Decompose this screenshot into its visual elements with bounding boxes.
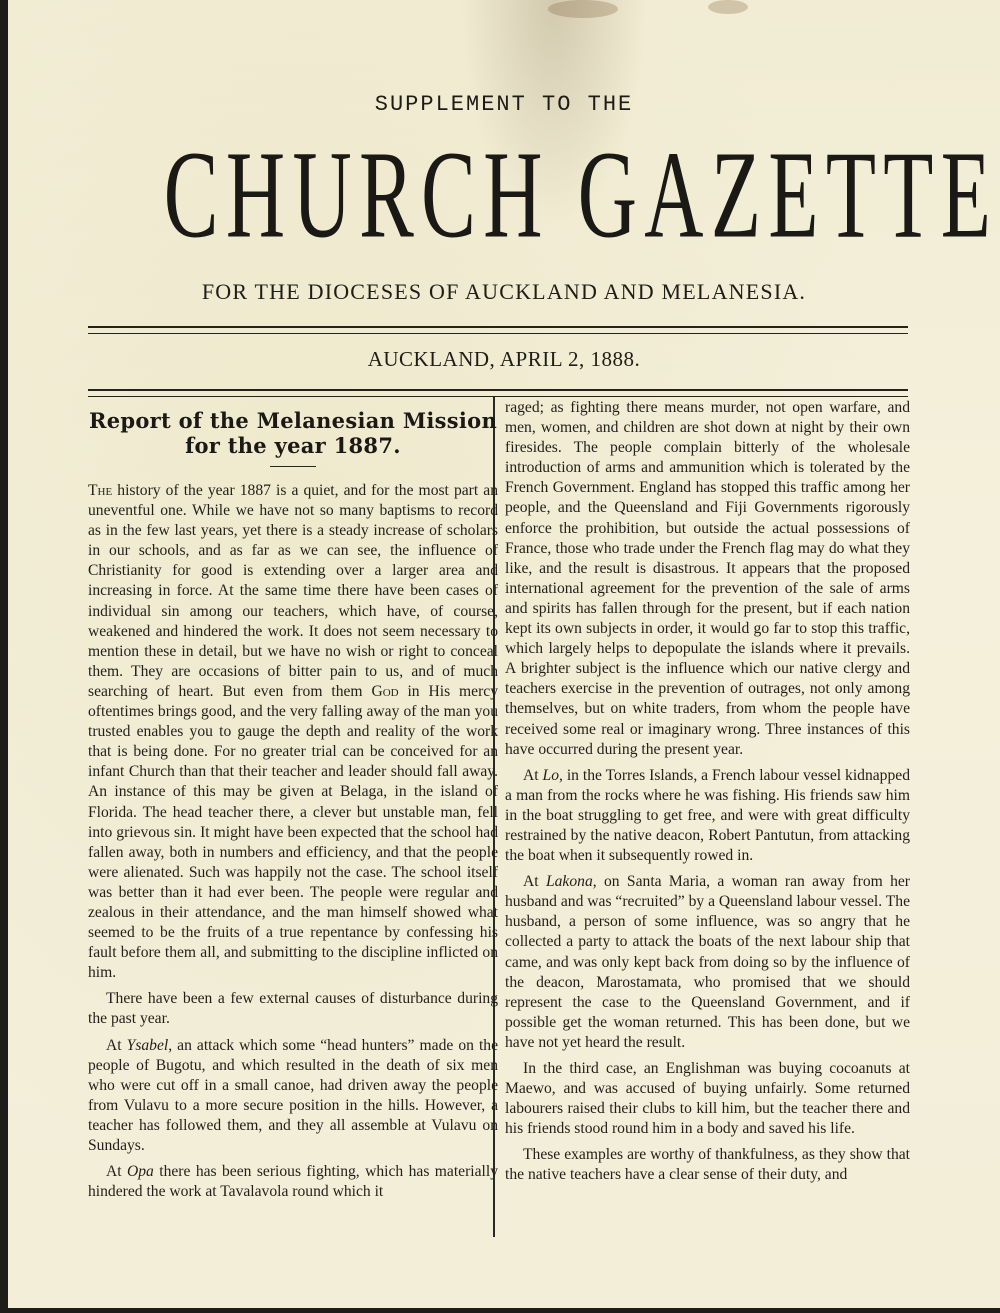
left-column <box>88 398 498 1208</box>
header-rule-bottom <box>88 389 908 397</box>
supplement-label: SUPPLEMENT TO THE <box>374 92 634 117</box>
paragraph <box>505 872 910 1053</box>
lead-word: The <box>88 482 113 499</box>
paragraph-text: , an attack which some “head hunters” made on the people of Bugotu, and which resulted in the death of six men who were cut off in a small canoe, had driven away the people from Vulavu to a more secure position in the hills. However, a teacher has followed them, and they all assemble at Vulavu on Sundays. <box>88 1036 498 1154</box>
place-name: Lo <box>542 766 560 784</box>
paragraph <box>88 1162 498 1202</box>
paragraph-text: in His mercy oftentimes brings good, and the very falling away of the man you trusted enables you to gauge the depth and reality of the work that is being done. For no greater trial can be conceived for an infant Church than that their teacher and leader should fall away. An instance of this may be given at Belaga, in the island of Florida. The head teacher there, a clever but unstable man, fell into grievous sin. It might have been expected that the school had fallen away, both in numbers and efficiency, and that the people were alienated. Such was happily not the case. The school itself was better than it had ever been. The people were regular and zealous in their attendance, and the man himself showed what seemed to be the fruits of a true repentance by confessing his fault before them all, and submitting to the discipline inflicted on him. <box>88 682 498 982</box>
paragraph-text: there has been serious fighting, which has materially hindered the work at Tavalavola round which it <box>88 1163 498 1201</box>
paragraph: raged; as fighting there means murder, not open warfare, and men, women, and children are shot down at night by their own firesides. The people complain bitterly of the wholesale introduction of arms and ammunition which is tolerated by the French Government. England has stopped this traffic among her people, and the Queensland and Fiji Governments rigorously enforce the prohibition, but outside the actual possessions of France, those who trade under the French flag may do what they like, and the result is disastrous. It appears that the proposed international agreement for the prevention of the sale of arms and spirits has fallen through for the present, but if each nation kept its own subjects in order, it would go far to stop this traffic, which largely helps to depopulate the islands where it prevails. A brighter subject is the influence which our native clergy and teachers exercise in the prevention of outrages, not only among themselves, but on white traders, from whom the people have received some real or imaginary wrong. Three instances of this have occurred during the present year. <box>505 399 910 758</box>
place-name: Opa <box>127 1163 154 1181</box>
small-caps-god: God <box>371 682 399 700</box>
masthead-subtitle: FOR THE DIOCESES OF AUCKLAND AND MELANESIA. <box>201 279 807 304</box>
paragraph: There have been a few external causes of disturbance during the past year. <box>88 990 498 1028</box>
header-rule-top <box>88 326 908 334</box>
masthead-text: CHURCH GAZETTE <box>163 125 999 264</box>
paragraph-text: , in the Torres Islands, a French labour vessel kidnapped a man from the rocks where he was fishing. His friends saw him in the boat struggling to get free, and were with great difficulty restrained by the native deacon, Robert Pantutun, from attacking the boat when it subsequently rowed in. <box>505 766 910 865</box>
ink-stain <box>708 0 748 14</box>
right-column <box>505 398 910 1192</box>
paragraph-text: , on Santa Maria, a woman ran away from her husband and was “recruited” by a Queensland labour vessel. The husband, a person of some influence, was so angry that he collected a party to attack the boats of the next labour ship that came, and was only kept back from doing so by the influence of the deacon, Marostamata, who promised that we should represent the case to the Queensland Government, and if possible get the woman returned. This has been done, but we have not yet heard the result. <box>505 873 911 1051</box>
masthead-title <box>163 125 999 264</box>
paragraph-text: history of the year 1887 is a quiet, and for the most part an uneventful one. While we have not so many baptisms to record as in the few last years, yet there is a steady increase of scholars in our schools, and as far as we can see, the influence of Christianity for good is extending over a larger area and increasing in force. At the same time there have been cases of individual sin among our teachers, which have, of course, weakened and hindered the work. It does not seem necessary to mention these in detail, but we have no wish or right to conceal them. They are occasions of bitter pain to us, and of much searching of heart. But even from them <box>88 482 498 700</box>
dateline: AUCKLAND, APRIL 2, 1888. <box>367 347 641 371</box>
headline-rule <box>270 466 316 467</box>
paragraph <box>505 766 910 866</box>
paragraph-text: At <box>106 1163 127 1181</box>
ink-stain <box>548 0 618 18</box>
headline-line-2: for the year 1887. <box>185 433 401 458</box>
place-name: Lakona <box>545 873 593 891</box>
paragraph-text: At <box>106 1036 127 1054</box>
newspaper-page <box>8 0 1000 1308</box>
paragraph-text: At <box>523 766 543 784</box>
paragraph <box>88 1036 498 1157</box>
place-name: Ysabel <box>126 1036 169 1054</box>
headline-line-1: Report of the Melanesian Mission <box>88 408 498 433</box>
paragraph: These examples are worthy of thankfulness, as they show that the native teachers have a clear sense of their duty, and <box>505 1146 910 1184</box>
article-headline <box>88 408 498 458</box>
paragraph-text: At <box>523 873 546 891</box>
paragraph: In the third case, an Englishman was buying cocoanuts at Maewo, and was accused of buying unfairly. Some returned labourers raised their clubs to kill him, but the teacher there and his friends stood round him in a body and saved his life. <box>505 1060 910 1138</box>
paragraph <box>88 481 498 983</box>
